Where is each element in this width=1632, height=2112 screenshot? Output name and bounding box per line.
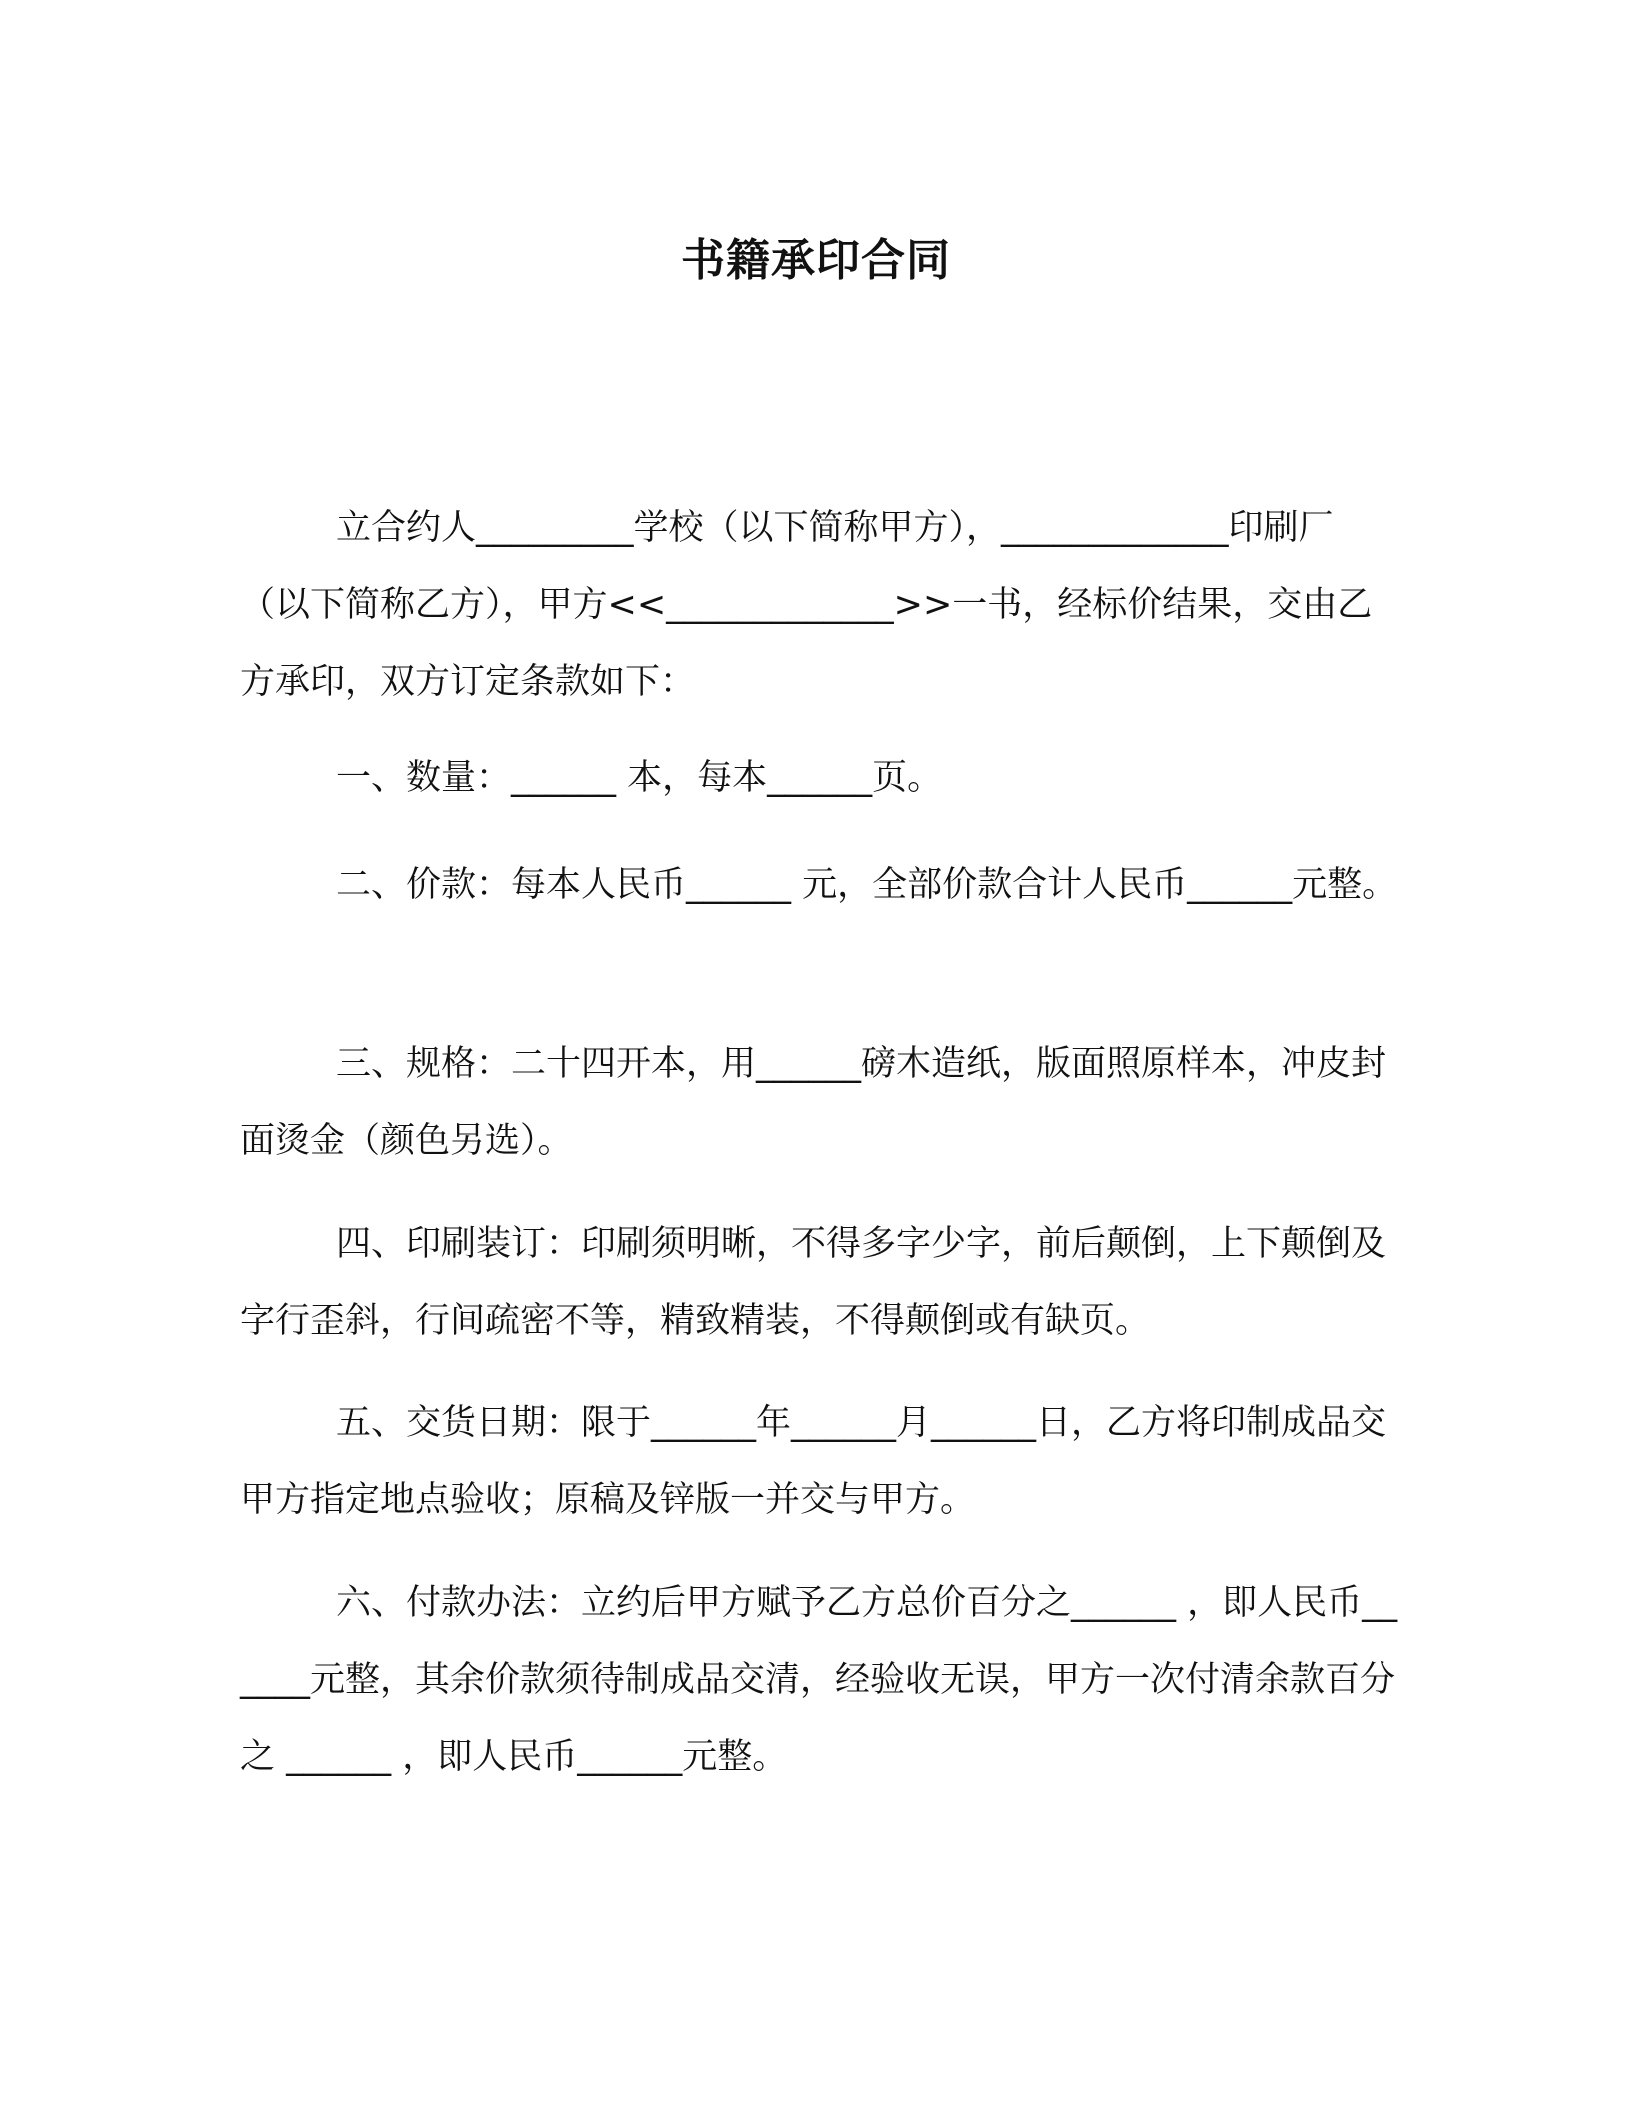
document-title: 书籍承印合同 — [681, 235, 951, 286]
clause-specification: 三、规格：二十四开本，用______磅木造纸，版面照原样本，冲皮封面烫金（颜色另选）。 — [240, 1044, 1387, 1161]
clause-delivery-date: 五、交货日期：限于______年______月______日，乙方将印制成品交甲方指定地点验收；原稿及锌版一并交与甲方。 — [240, 1403, 1387, 1520]
clause-printing-binding: 四、印刷装订：印刷须明晰，不得多字少字，前后颠倒，上下颠倒及字行歪斜，行间疏密不等，精致精装，不得颠倒或有缺页。 — [240, 1224, 1387, 1341]
clause-payment-method: 六、付款办法：立约后甲方赋予乙方总价百分之______ ，即人民币______元整，其余价款须待制成品交清，经验收无误，甲方一次付清余款百分之 ______ ，即人民币______元整。 — [240, 1583, 1398, 1777]
intro-paragraph: 立合约人_________学校（以下简称甲方），_____________印刷厂（以下简称乙方），甲方<<_____________>>一书，经标价结果，交由乙方承印，双方订定条款如下： — [240, 508, 1373, 702]
clause-quantity: 一、数量：______ 本，每本______页。 — [336, 758, 943, 798]
clause-price: 二、价款：每本人民币______ 元，全部价款合计人民币______元整。 — [336, 865, 1398, 905]
